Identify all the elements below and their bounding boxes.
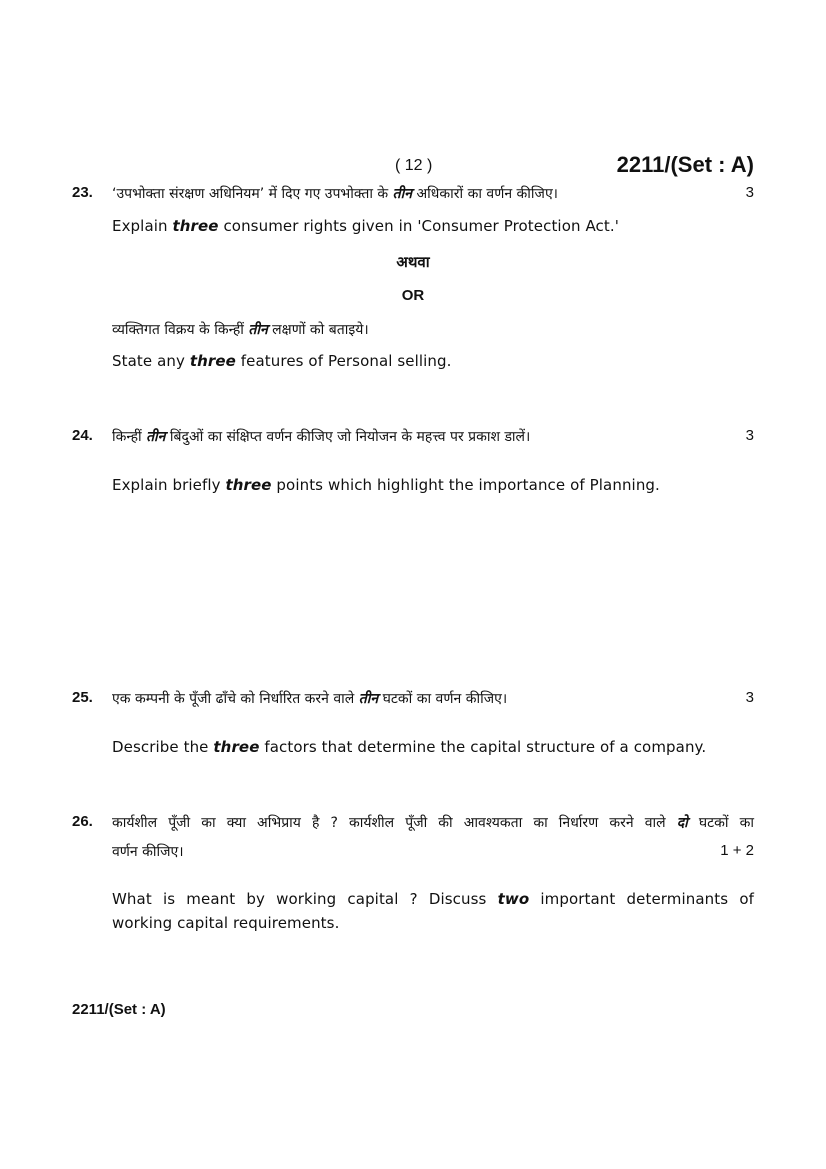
question-24-hindi	[112, 427, 530, 446]
q24-english-text-b: points which highlight the importance of Planning.	[271, 476, 660, 494]
question-26-hindi-line1	[112, 813, 754, 832]
q23-english-emph: three	[172, 217, 219, 235]
question-26-number: 26.	[72, 813, 93, 830]
q24-hindi-text-a: किन्हीं	[112, 429, 147, 445]
question-24-english	[112, 476, 660, 494]
q23-alt-english-text-a: State any	[112, 352, 190, 370]
question-23-alt-hindi	[112, 320, 369, 339]
q24-hindi-emph: तीन	[146, 429, 166, 445]
question-25-hindi	[112, 689, 507, 708]
question-24-marks: 3	[745, 427, 754, 444]
question-25-english	[112, 738, 706, 756]
or-english: OR	[401, 287, 425, 304]
question-23-alt-english	[112, 352, 452, 370]
q23-english-text-a: Explain	[112, 217, 173, 235]
q25-hindi-text-a: एक कम्पनी के पूँजी ढाँचे को निर्धारित करने वाले	[112, 691, 359, 707]
q25-english-text-b: factors that determine the capital structure of a company.	[259, 738, 707, 756]
q23-english-text-b: consumer rights given in 'Consumer Protection Act.'	[218, 217, 619, 235]
q23-hindi-text-a: ‘उपभोक्ता संरक्षण अधिनियम’ में दिए गए उपभोक्ता के	[112, 186, 393, 202]
question-26-english-line1	[112, 890, 754, 908]
q24-hindi-text-b: बिंदुओं का संक्षिप्त वर्णन कीजिए जो नियोजन के महत्त्व पर प्रकाश डालें।	[165, 429, 531, 445]
q23-alt-english-text-b: features of Personal selling.	[235, 352, 452, 370]
q26-hindi-text-a: कार्यशील पूँजी का क्या अभिप्राय है ? कार्यशील पूँजी की आवश्यकता का निर्धारण करने वाले	[112, 815, 677, 831]
question-24-number: 24.	[72, 427, 93, 444]
q23-alt-hindi-emph: तीन	[248, 322, 268, 338]
q26-hindi-text-b: घटकों का	[687, 815, 754, 831]
q26-hindi-emph: दो	[676, 815, 688, 831]
paper-code-header: 2211/(Set : A)	[616, 152, 754, 177]
question-23-english	[112, 217, 619, 235]
q26-english-text-b: important determinants of	[529, 890, 754, 908]
q25-english-emph: three	[213, 738, 260, 756]
q23-hindi-emph: तीन	[392, 186, 413, 202]
question-23-hindi	[112, 184, 558, 203]
q23-hindi-text-b: अधिकारों का वर्णन कीजिए।	[412, 186, 558, 202]
question-23-marks: 3	[745, 184, 754, 201]
q25-hindi-text-b: घटकों का वर्णन कीजिए।	[378, 691, 508, 707]
q26-english-text-a: What is meant by working capital ? Discuss	[112, 890, 498, 908]
question-23-number: 23.	[72, 184, 93, 201]
or-hindi: अथवा	[396, 253, 430, 271]
q24-english-text-a: Explain briefly	[112, 476, 226, 494]
question-26-marks: 1 + 2	[720, 842, 754, 859]
q26-english-emph: two	[497, 890, 530, 908]
paper-code-footer: 2211/(Set : A)	[72, 1001, 166, 1018]
question-26-hindi-line2: वर्णन कीजिए।	[112, 844, 184, 860]
q23-alt-english-emph: three	[189, 352, 236, 370]
question-25-marks: 3	[745, 689, 754, 706]
q23-alt-hindi-text-a: व्यक्तिगत विक्रय के किन्हीं	[112, 322, 249, 338]
question-26-english-line2: working capital requirements.	[112, 914, 340, 932]
page-number: ( 12 )	[395, 157, 433, 174]
q23-alt-hindi-text-b: लक्षणों को बताइये।	[267, 322, 369, 338]
q25-hindi-emph: तीन	[358, 691, 379, 707]
q24-english-emph: three	[225, 476, 272, 494]
question-25-number: 25.	[72, 689, 93, 706]
q25-english-text-a: Describe the	[112, 738, 214, 756]
